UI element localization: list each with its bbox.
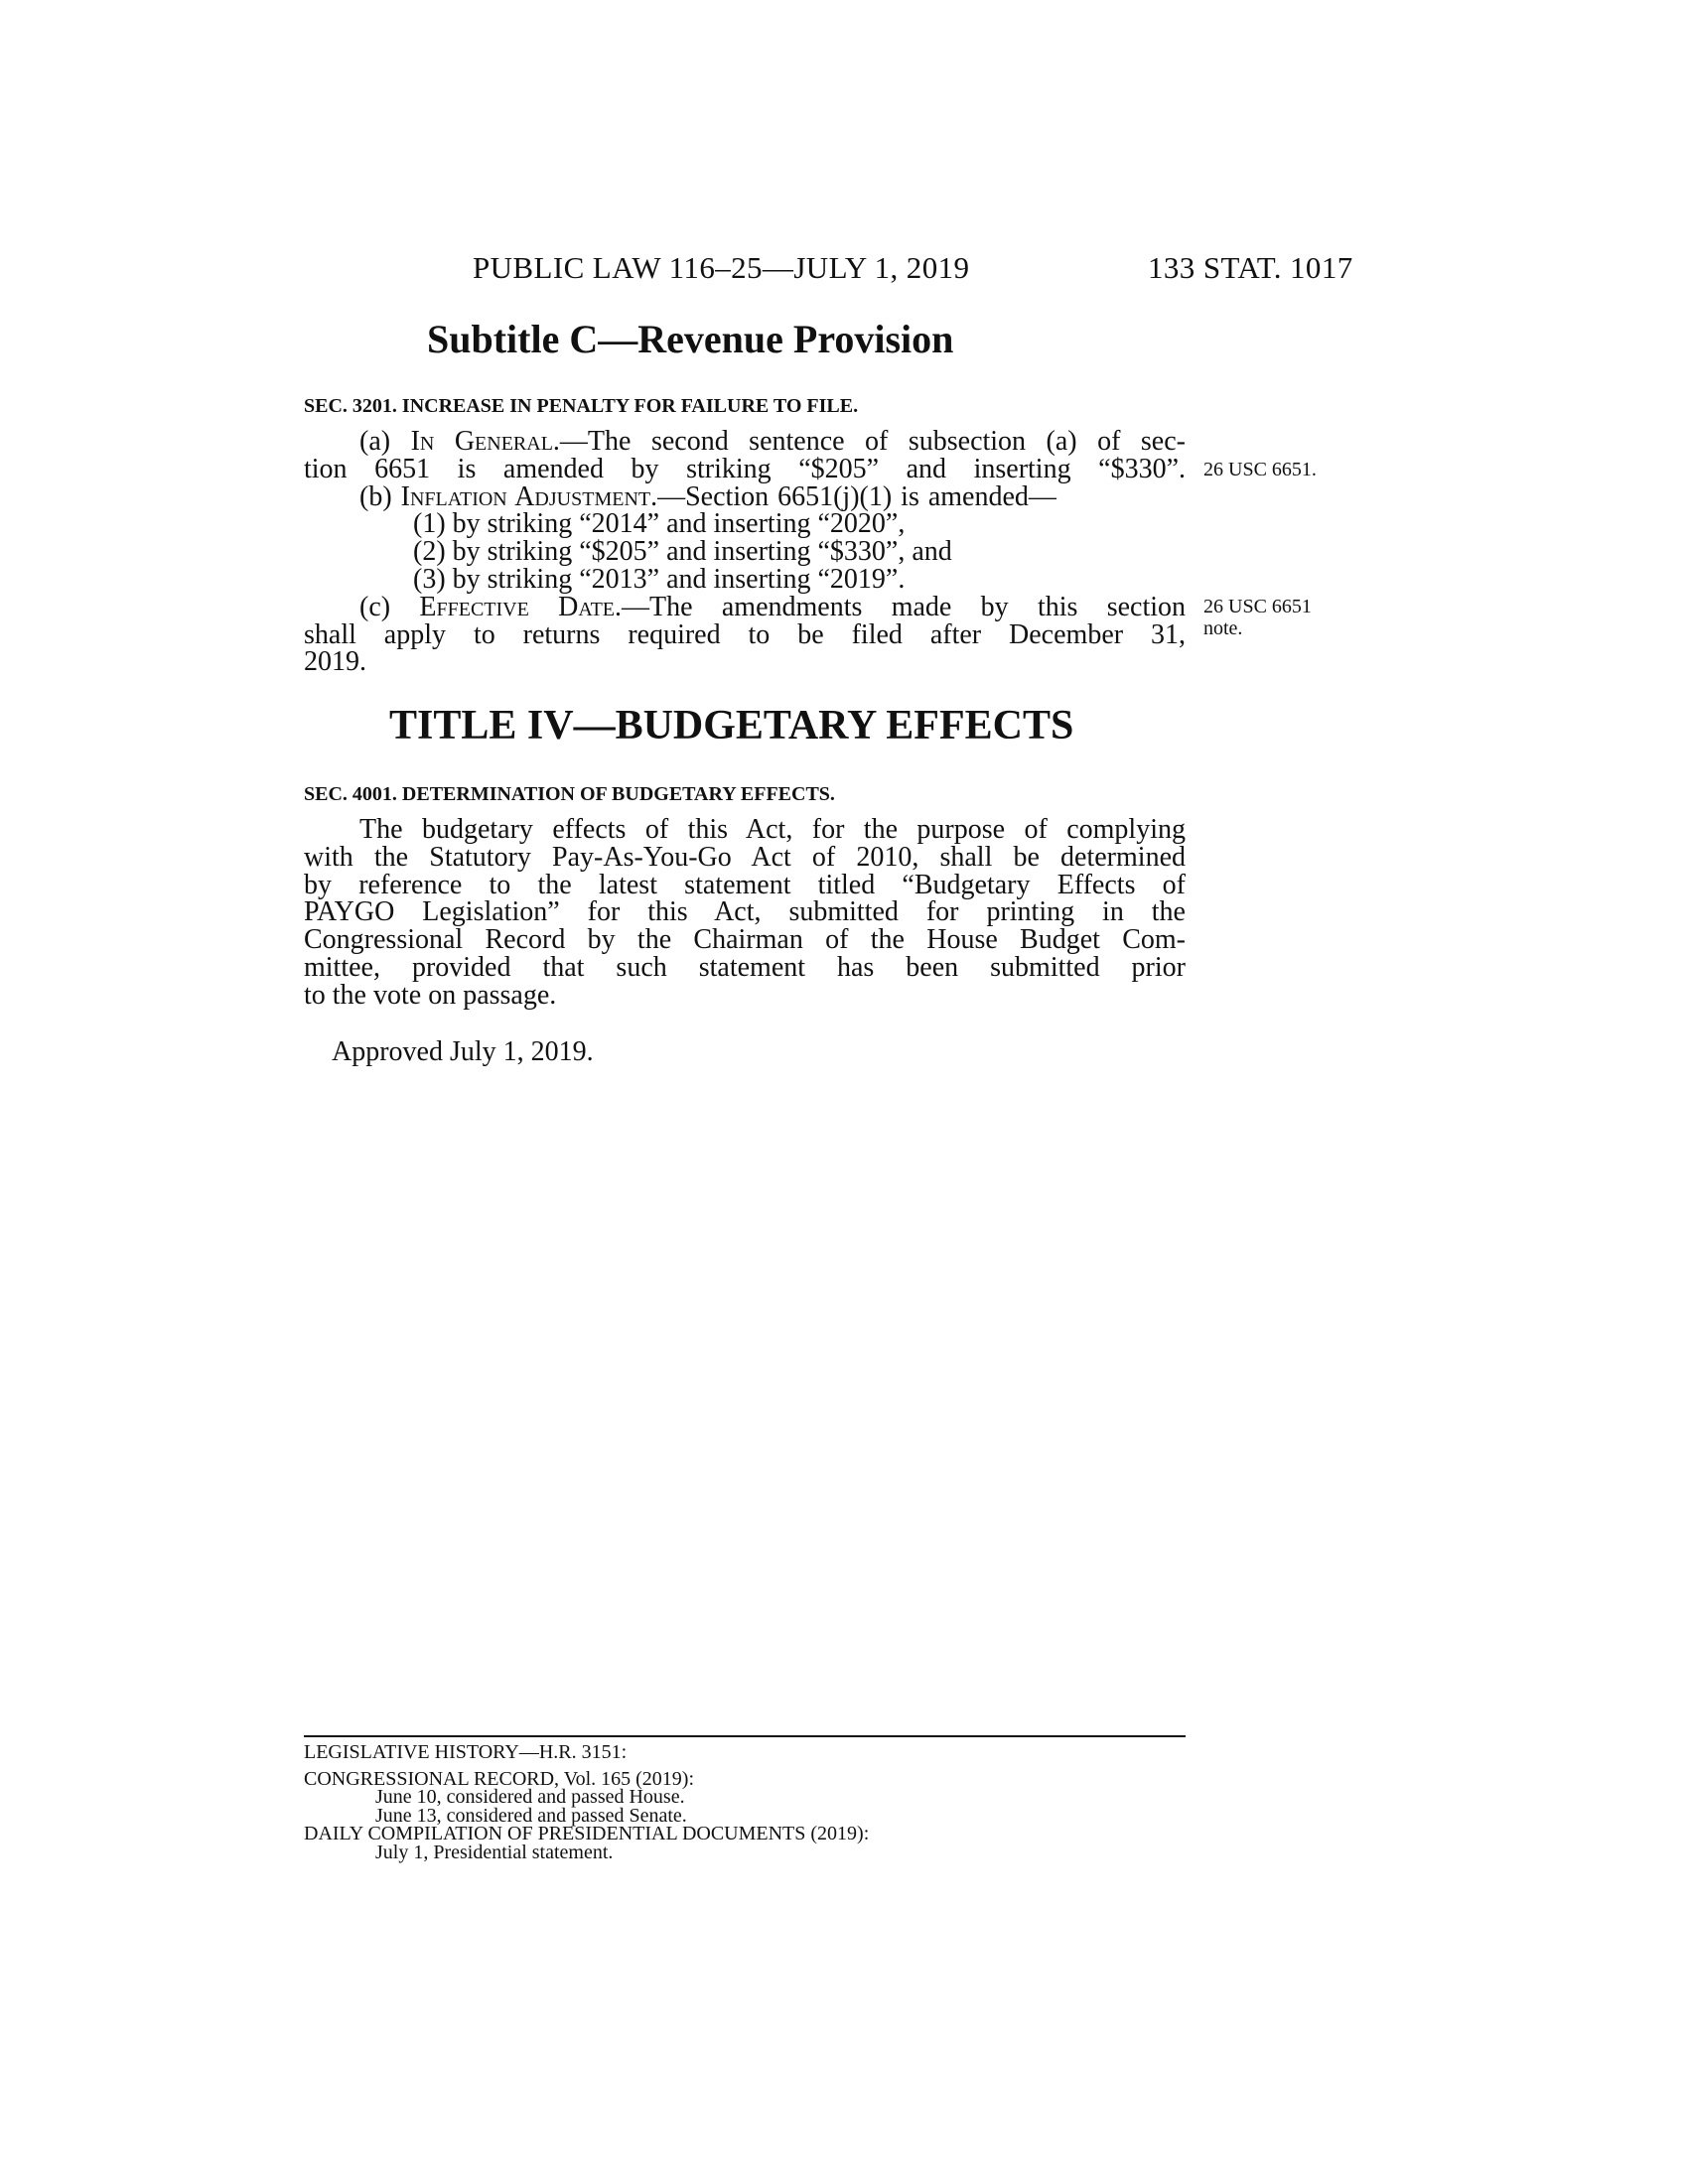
history-entry: June 13, considered and passed Senate.: [375, 1804, 687, 1827]
legislative-history-heading: LEGISLATIVE HISTORY—H.R. 3151:: [304, 1741, 628, 1763]
section-4001-body: [304, 816, 1186, 1010]
subsection-b-item-3: (3) by striking “2013” and inserting “2019”.: [413, 563, 906, 595]
section-4001-line: The budgetary effects of this Act, for the purpose of complying: [359, 814, 1186, 845]
section-4001-line: PAYGO Legislation” for this Act, submitted for printing in the: [304, 896, 1186, 928]
subsection-b-line: (b) Inflation Adjustment.—Section 6651(j)(1) is amended—: [359, 480, 1056, 512]
footnote-rule: [304, 1735, 1186, 1737]
section-4001-line: to the vote on passage.: [304, 979, 557, 1011]
section-3201-heading: SEC. 3201. INCREASE IN PENALTY FOR FAILURE TO FILE.: [304, 395, 859, 417]
subsection-a-caption: In General: [410, 426, 553, 457]
subsection-c-line-1: (c) Effective Date.—The amendments made by this section: [359, 591, 1187, 622]
subsection-c-caption: Effective Date: [419, 591, 616, 622]
subsection-c-line-3: 2019.: [304, 646, 366, 678]
margin-note-usc-6651: 26 USC 6651.: [1203, 459, 1317, 480]
history-entry: July 1, Presidential statement.: [375, 1841, 614, 1863]
section-4001-line: with the Statutory Pay-As-You-Go Act of 2010, shall be determined: [304, 841, 1186, 873]
subtitle-heading: Subtitle C—Revenue Provision: [427, 317, 954, 361]
subsection-a-line-2: tion 6651 is amended by striking “$205” and inserting “$330”.: [304, 453, 1186, 484]
subsection-b-item-2: (2) by striking “$205” and inserting “$330”, and: [413, 536, 952, 568]
approval-date: Approved July 1, 2019.: [332, 1036, 594, 1067]
congressional-record-heading: CONGRESSIONAL RECORD, Vol. 165 (2019):: [304, 1767, 694, 1790]
daily-compilation-heading: DAILY COMPILATION OF PRESIDENTIAL DOCUMENTS (2019):: [304, 1823, 870, 1845]
section-4001-line: Congressional Record by the Chairman of the House Budget Com-: [304, 924, 1186, 956]
history-entry: June 10, considered and passed House.: [375, 1786, 685, 1809]
section-4001-heading: SEC. 4001. DETERMINATION OF BUDGETARY EFFECTS.: [304, 783, 835, 805]
section-4001-line: mittee, provided that such statement has been submitted prior: [304, 951, 1186, 983]
running-header-stat-page: 133 STAT. 1017: [1148, 250, 1353, 285]
running-header-law: PUBLIC LAW 116–25—JULY 1, 2019: [473, 250, 970, 285]
subsection-b-item-1: (1) by striking “2014” and inserting “2020”,: [413, 508, 906, 540]
section-4001-line: by reference to the latest statement titled “Budgetary Effects of: [304, 869, 1186, 900]
subsection-c-line-2: shall apply to returns required to be filed after December 31,: [304, 618, 1186, 650]
section-3201-body: [304, 428, 1186, 676]
title-iv-heading: TITLE IV—BUDGETARY EFFECTS: [389, 703, 1074, 749]
subsection-b-caption: Inflation Adjustment: [400, 480, 651, 512]
legislative-history: [304, 1743, 869, 1862]
margin-note-usc-6651-note: 26 USC 6651 note.: [1203, 596, 1312, 639]
subsection-a-line-1: (a) In General.—The second sentence of subsection (a) of sec-: [359, 426, 1186, 457]
